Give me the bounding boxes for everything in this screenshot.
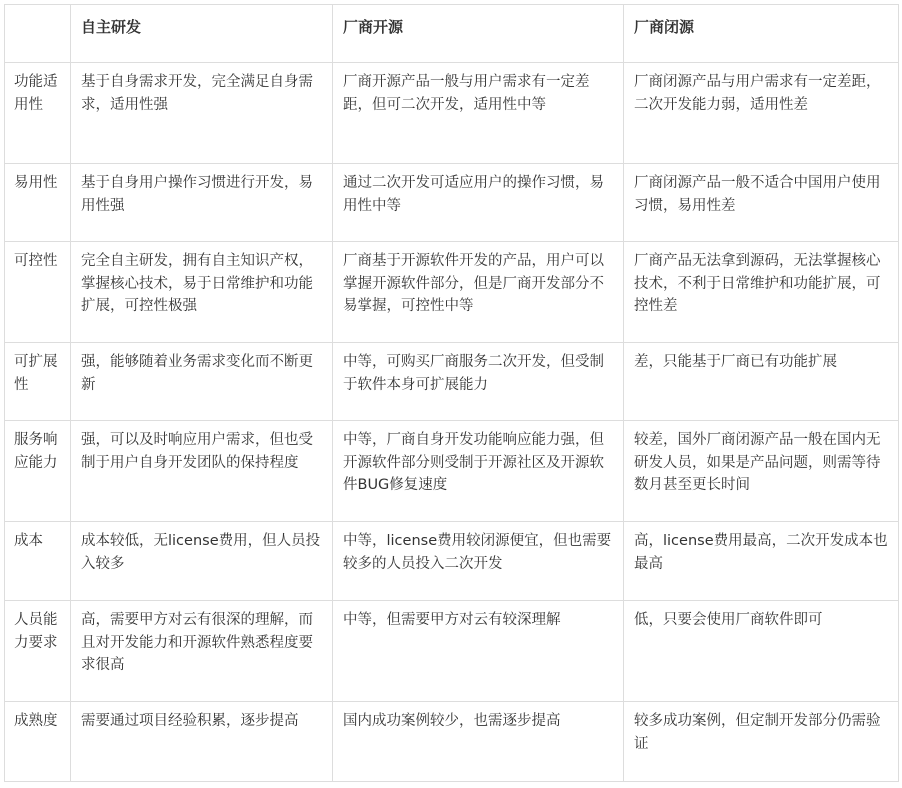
table-cell: 厂商开源产品一般与用户需求有一定差距，但可二次开发，适用性中等 bbox=[333, 63, 624, 164]
table-cell: 强，可以及时响应用户需求，但也受制于用户自身开发团队的保持程度 bbox=[71, 421, 333, 522]
table-row bbox=[5, 421, 899, 522]
table-cell: 中等，但需要甲方对云有较深理解 bbox=[333, 601, 624, 702]
table-cell: 高，license费用最高，二次开发成本也最高 bbox=[624, 522, 899, 601]
row-label: 易用性 bbox=[5, 164, 71, 242]
table-cell: 基于自身用户操作习惯进行开发，易用性强 bbox=[71, 164, 333, 242]
table-row bbox=[5, 601, 899, 702]
row-label: 人员能力要求 bbox=[5, 601, 71, 702]
table-cell: 厂商闭源产品一般不适合中国用户使用习惯，易用性差 bbox=[624, 164, 899, 242]
table-cell: 成本较低，无license费用，但人员投入较多 bbox=[71, 522, 333, 601]
table-cell: 厂商基于开源软件开发的产品，用户可以掌握开源软件部分，但是厂商开发部分不易掌握，可控性中等 bbox=[333, 242, 624, 343]
table-cell: 中等，可购买厂商服务二次开发，但受制于软件本身可扩展能力 bbox=[333, 343, 624, 421]
row-label: 成本 bbox=[5, 522, 71, 601]
comparison-table bbox=[4, 4, 899, 782]
table-cell: 完全自主研发，拥有自主知识产权，掌握核心技术，易于日常维护和功能扩展，可控性极强 bbox=[71, 242, 333, 343]
table-row bbox=[5, 164, 899, 242]
table-row bbox=[5, 343, 899, 421]
table-cell: 较多成功案例，但定制开发部分仍需验证 bbox=[624, 702, 899, 782]
table-cell: 厂商产品无法拿到源码，无法掌握核心技术，不利于日常维护和功能扩展，可控性差 bbox=[624, 242, 899, 343]
header-row bbox=[5, 5, 899, 63]
header-vendor-open-source: 厂商开源 bbox=[333, 5, 624, 63]
table-cell: 差，只能基于厂商已有功能扩展 bbox=[624, 343, 899, 421]
row-label: 成熟度 bbox=[5, 702, 71, 782]
header-corner bbox=[5, 5, 71, 63]
table-cell: 通过二次开发可适应用户的操作习惯，易用性中等 bbox=[333, 164, 624, 242]
row-label: 可扩展性 bbox=[5, 343, 71, 421]
table-row bbox=[5, 63, 899, 164]
table-cell: 中等，厂商自身开发功能响应能力强，但开源软件部分则受制于开源社区及开源软件BUG修复速度 bbox=[333, 421, 624, 522]
table-cell: 基于自身需求开发，完全满足自身需求，适用性强 bbox=[71, 63, 333, 164]
row-label: 可控性 bbox=[5, 242, 71, 343]
table-cell: 低，只要会使用厂商软件即可 bbox=[624, 601, 899, 702]
table-cell: 中等，license费用较闭源便宜，但也需要较多的人员投入二次开发 bbox=[333, 522, 624, 601]
table-row bbox=[5, 242, 899, 343]
header-vendor-closed-source: 厂商闭源 bbox=[624, 5, 899, 63]
table-cell: 高，需要甲方对云有很深的理解，而且对开发能力和开源软件熟悉程度要求很高 bbox=[71, 601, 333, 702]
row-label: 功能适用性 bbox=[5, 63, 71, 164]
table-cell: 较差，国外厂商闭源产品一般在国内无研发人员，如果是产品问题，则需等待数月甚至更长时间 bbox=[624, 421, 899, 522]
header-in-house: 自主研发 bbox=[71, 5, 333, 63]
table-row bbox=[5, 702, 899, 782]
table-cell: 需要通过项目经验积累，逐步提高 bbox=[71, 702, 333, 782]
table-cell: 厂商闭源产品与用户需求有一定差距，二次开发能力弱，适用性差 bbox=[624, 63, 899, 164]
table-row bbox=[5, 522, 899, 601]
table-cell: 强，能够随着业务需求变化而不断更新 bbox=[71, 343, 333, 421]
table-cell: 国内成功案例较少，也需逐步提高 bbox=[333, 702, 624, 782]
row-label: 服务响应能力 bbox=[5, 421, 71, 522]
